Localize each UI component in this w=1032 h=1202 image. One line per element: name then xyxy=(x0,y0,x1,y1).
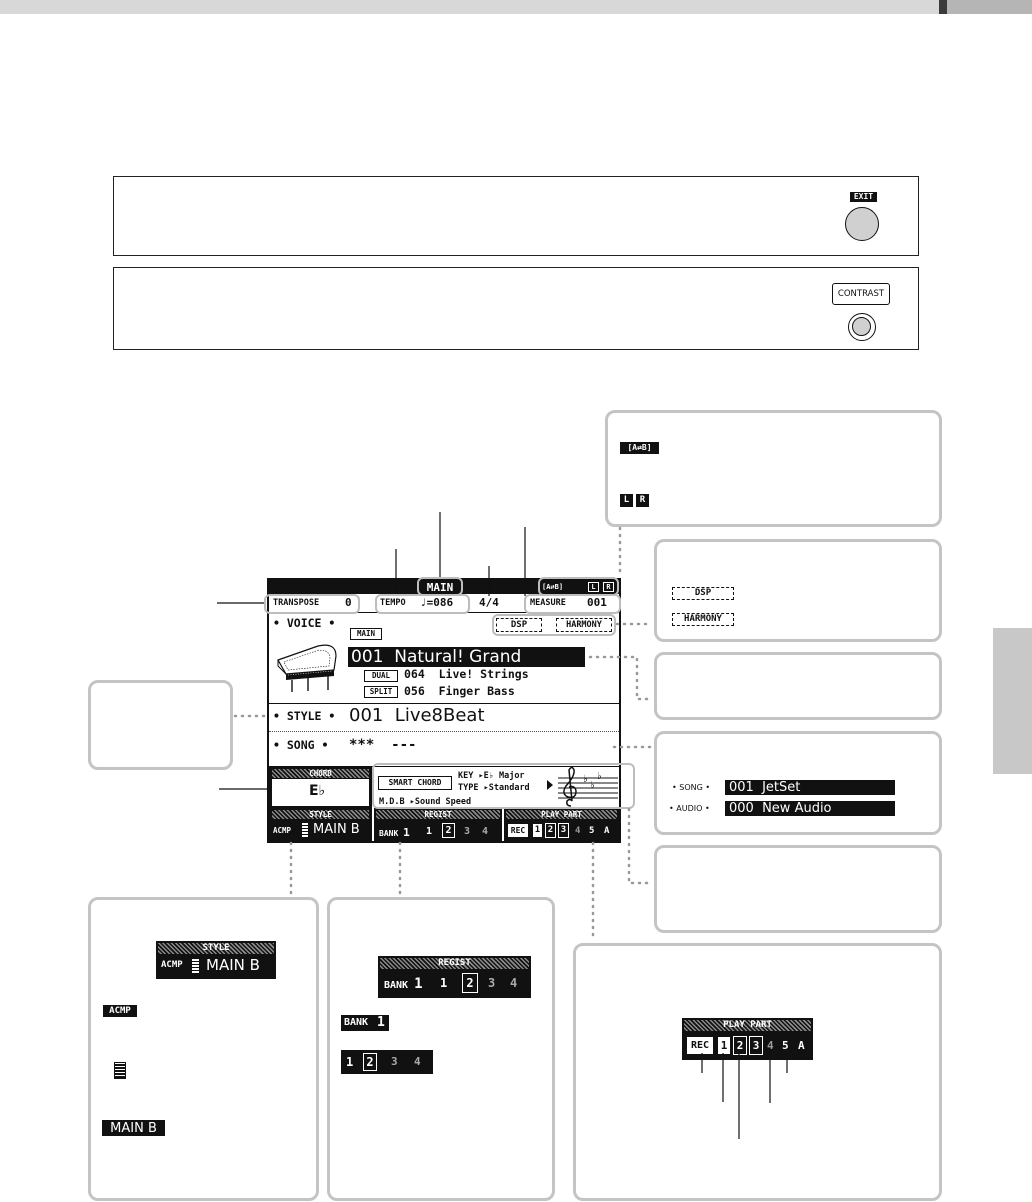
harmony-indicator: HARMONY xyxy=(672,613,734,626)
main-voice-name: 001 Natural! Grand xyxy=(348,647,585,667)
style-section-label: • STYLE • xyxy=(273,709,336,723)
style-name: 001 Live8Beat xyxy=(349,705,485,726)
song-name-lcd: *** --- xyxy=(349,737,417,753)
svg-text:♭: ♭ xyxy=(583,774,588,785)
play-part-sample: PLAY PART REC 1 2 3 4 5 A xyxy=(682,1018,813,1060)
page-header-corner xyxy=(947,0,1032,14)
tempo-highlight xyxy=(375,594,470,614)
song-label: • SONG • xyxy=(672,783,711,792)
smart-chord-highlight xyxy=(372,763,635,809)
dual-voice-name: 064 Live! Strings xyxy=(404,667,529,681)
acmp-indicator: ACMP xyxy=(103,1005,137,1017)
ab-indicator: [A⇄B] xyxy=(620,442,659,454)
measure-highlight xyxy=(524,594,621,614)
section-bar-icon xyxy=(114,1062,126,1079)
tempo-value: ♩=086 xyxy=(420,596,454,609)
dsp-harmony-highlight xyxy=(492,614,616,636)
svg-text:♭: ♭ xyxy=(590,780,595,791)
dsp-indicator: DSP xyxy=(672,587,734,600)
transpose-value: 0 xyxy=(345,596,352,609)
style-name-panel xyxy=(88,680,233,770)
transpose-highlight xyxy=(264,594,360,614)
lcd-main-title: MAIN xyxy=(426,581,454,594)
measure-panel xyxy=(654,845,942,933)
chord-value: E♭ xyxy=(309,783,326,799)
exit-note-box xyxy=(113,176,919,256)
split-voice-tag: SPLIT xyxy=(364,686,398,698)
measure-value: 001 xyxy=(587,596,607,609)
r-indicator: R xyxy=(636,494,649,507)
song-name: 001 JetSet xyxy=(725,780,895,795)
contrast-label: CONTRAST xyxy=(832,283,890,305)
lcd-acmp-indicator: ACMP xyxy=(273,826,292,835)
measure-label: MEASURE xyxy=(530,598,566,608)
lcd-r-indicator: R xyxy=(603,582,614,592)
mdb-row: M.D.B ▸Sound Speed xyxy=(379,797,472,807)
tempo-label: TEMPO xyxy=(380,598,406,608)
audio-name: 000 New Audio xyxy=(725,801,895,816)
transpose-label: TRANSPOSE xyxy=(273,598,320,608)
lcd-play-part-block: PLAY PART REC 1 2 3 4 5 A xyxy=(504,808,619,841)
dual-voice-tag: DUAL xyxy=(364,670,398,682)
ab-lr-panel xyxy=(605,410,942,527)
contrast-note-box xyxy=(113,267,919,350)
key-row: KEY ▸E♭ Major xyxy=(458,771,525,781)
contrast-knob[interactable] xyxy=(848,313,876,341)
voice-name-panel xyxy=(654,652,942,720)
audio-label: • AUDIO • xyxy=(669,804,710,813)
exit-button[interactable] xyxy=(845,207,879,241)
svg-text:♭: ♭ xyxy=(597,771,602,782)
lcd-section-value: MAIN B xyxy=(313,822,360,837)
lcd-style-block: STYLE ACMP MAIN B xyxy=(269,808,372,841)
play-part-panel xyxy=(573,943,942,1201)
exit-label: EXIT xyxy=(850,192,877,202)
grand-piano-icon xyxy=(274,638,340,694)
main-voice-tag: MAIN xyxy=(350,628,382,640)
song-section-label: • SONG • xyxy=(273,738,329,752)
regist-block-panel xyxy=(327,897,555,1201)
voice-section-label: • VOICE • xyxy=(273,616,336,630)
page-header-bar xyxy=(0,0,1032,14)
split-voice-name: 056 Finger Bass xyxy=(404,684,515,698)
page-header-marker xyxy=(939,0,947,14)
lcd-dsp-indicator: DSP xyxy=(496,618,542,632)
regist-block-sample: REGIST BANK 1 1 2 3 4 xyxy=(378,956,531,998)
bank-indicator: BANK 1 xyxy=(341,1015,389,1031)
lcd-harmony-indicator: HARMONY xyxy=(556,618,612,632)
section-indicator: MAIN B xyxy=(102,1120,165,1136)
lcd-voice-divider xyxy=(269,703,619,704)
time-signature: 4/4 xyxy=(479,596,499,609)
lcd-regist-block: REGIST BANK 1 1 2 3 4 xyxy=(374,808,502,841)
lcd-style-divider xyxy=(269,731,619,732)
chord-block: CHORD E♭ xyxy=(269,767,372,808)
regist-number-indicator: 1 2 3 4 xyxy=(341,1050,433,1074)
smart-chord-tag: SMART CHORD xyxy=(378,776,452,790)
chapter-tab xyxy=(993,628,1032,774)
lcd-l-indicator: L xyxy=(588,582,599,592)
lcd-ab-indicator: [A⇄B] xyxy=(542,583,564,591)
l-indicator: L xyxy=(620,494,633,507)
lcd-section-bar-icon xyxy=(302,823,308,837)
type-row: TYPE ▸Standard xyxy=(458,783,530,793)
style-block-sample: STYLE ACMP MAIN B xyxy=(156,941,276,979)
